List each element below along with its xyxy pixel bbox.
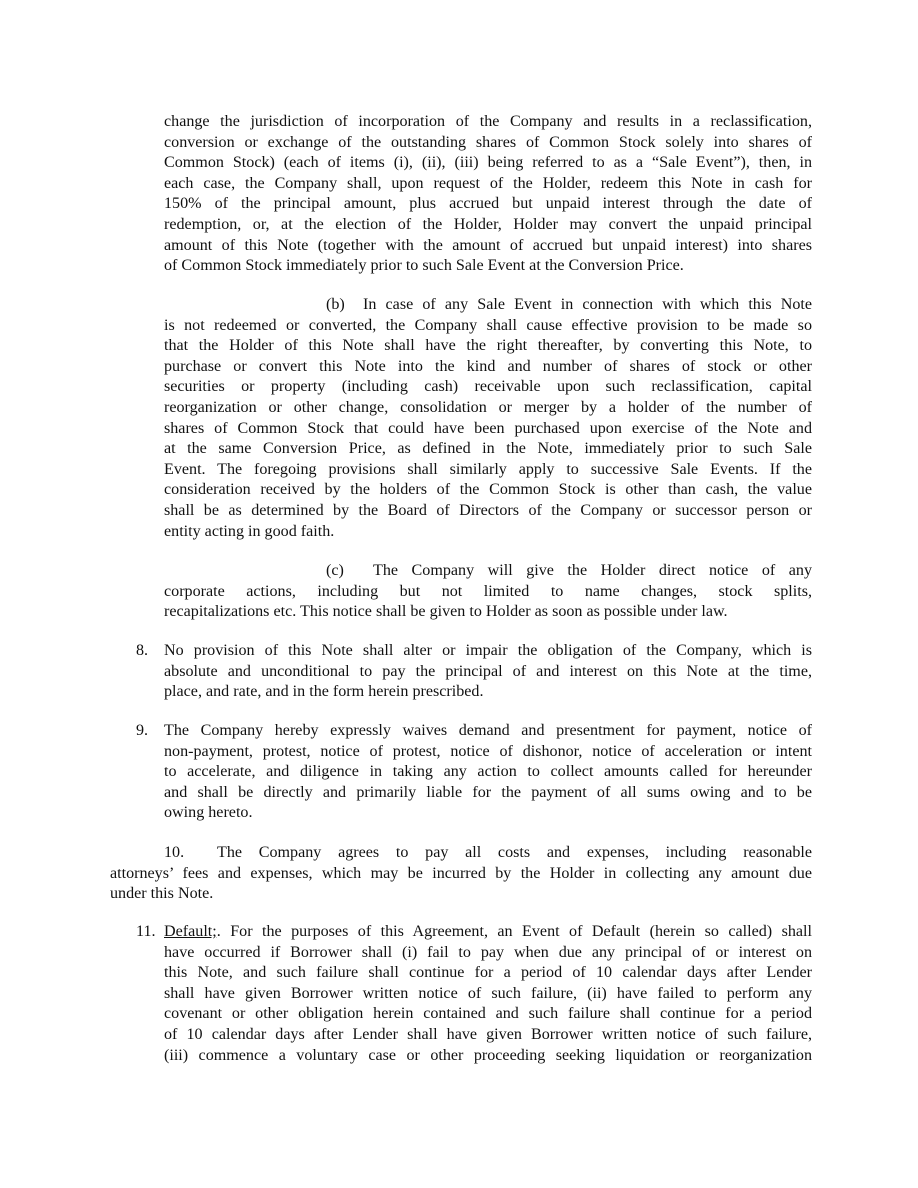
text-line: entity acting in good faith.: [164, 522, 335, 540]
item-9-paragraph: [164, 721, 812, 824]
item-11-first-line: [164, 922, 812, 943]
text-line: amount of this Note (together with the amount of accrued but unpaid interest) into shares: [164, 236, 812, 254]
text-line: The Company hereby expressly waives demand and presentment for payment, notice of: [164, 722, 812, 739]
item-number-10: 10.: [164, 844, 185, 861]
text-line: covenant or other obligation herein contained and such failure shall continue for a period: [164, 1005, 812, 1023]
text-line: this Note, and such failure shall continue for a period of 10 calendar days after Lender: [164, 964, 812, 982]
text-line: change the jurisdiction of incorporation of the Company and results in a reclassification,: [164, 113, 812, 130]
text-line: No provision of this Note shall alter or impair the obligation of the Company, which is: [164, 642, 812, 659]
text-line: place, and rate, and in the form herein prescribed.: [164, 683, 484, 701]
text-line: at the same Conversion Price, as defined in the Note, immediately prior to such Sale: [164, 440, 812, 458]
item-10-paragraph: [110, 864, 812, 905]
continuation-paragraph: [164, 112, 812, 277]
text-line: absolute and unconditional to pay the principal of and interest on this Note at the time,: [164, 662, 812, 680]
text-line: of 10 calendar days after Lender shall have given Borrower written notice of such failure,: [164, 1025, 812, 1043]
item-11-paragraph: [164, 943, 812, 1067]
text-line: shall have given Borrower written notice of such failure, (ii) have failed to perform any: [164, 984, 812, 1002]
text-line: The Company agrees to pay all costs and expenses, including reasonable: [217, 844, 812, 861]
text-line: [164, 922, 812, 943]
item-number-8: 8.: [136, 642, 149, 659]
text-line: owing hereto.: [164, 804, 253, 822]
item-number-11: 11.: [136, 923, 156, 940]
subsection-c-first-line: [373, 561, 812, 582]
text-line: recapitalizations etc. This notice shall be given to Holder as soon as possible under law.: [164, 603, 728, 621]
text-line: reorganization or other change, consolidation or merger by a holder of the number of: [164, 398, 812, 416]
text-line: of Common Stock immediately prior to such Sale Event at the Conversion Price.: [164, 257, 684, 275]
item-number-9: 9.: [136, 722, 149, 739]
default-intro-text: . For the purposes of this Agreement, an Event of Default (herein so called) shall: [216, 923, 812, 940]
subsection-label-b: (b): [326, 296, 345, 313]
text-line: The Company will give the Holder direct notice of any: [373, 562, 812, 579]
text-line: and shall be directly and primarily liable for the payment of all sums owing and to be: [164, 783, 812, 801]
default-heading: Default;: [164, 923, 217, 940]
item-10-first-line: [217, 843, 812, 864]
text-line: to accelerate, and diligence in taking any action to collect amounts called for hereunder: [164, 763, 812, 781]
subsection-b-paragraph: [164, 316, 812, 543]
text-line: redemption, or, at the election of the Holder, Holder may convert the unpaid principal: [164, 215, 812, 233]
text-line: shall be as determined by the Board of Directors of the Company or successor person or: [164, 501, 812, 519]
text-line: attorneys’ fees and expenses, which may be incurred by the Holder in collecting any amount due: [110, 864, 812, 882]
text-line: shares of Common Stock that could have been purchased upon exercise of the Note and: [164, 419, 812, 437]
text-line: 150% of the principal amount, plus accrued but unpaid interest through the date of: [164, 195, 812, 213]
text-line: each case, the Company shall, upon request of the Holder, redeem this Note in cash for: [164, 174, 812, 192]
text-line: consideration received by the holders of the Common Stock is other than cash, the value: [164, 481, 812, 499]
subsection-b-first-line: [363, 295, 812, 316]
text-line: non-payment, protest, notice of protest, notice of dishonor, notice of acceleration or intent: [164, 742, 812, 760]
text-line: Event. The foregoing provisions shall similarly apply to successive Sale Events. If the: [164, 460, 812, 478]
text-line: conversion or exchange of the outstanding shares of Common Stock solely into shares of: [164, 133, 812, 151]
subsection-c-paragraph: [164, 582, 812, 623]
subsection-label-c: (c): [326, 562, 344, 579]
text-line: purchase or convert this Note into the kind and number of shares of stock or other: [164, 357, 812, 375]
text-line: have occurred if Borrower shall (i) fail to pay when due any principal of or interest on: [164, 943, 812, 961]
text-line: In case of any Sale Event in connection with which this Note: [363, 296, 812, 313]
text-line: corporate actions, including but not limited to name changes, stock splits,: [164, 582, 812, 600]
text-line: securities or property (including cash) receivable upon such reclassification, capital: [164, 378, 812, 396]
text-line: (iii) commence a voluntary case or other proceeding seeking liquidation or reorganization: [164, 1046, 812, 1064]
text-line: that the Holder of this Note shall have the right thereafter, by converting this Note, to: [164, 337, 812, 355]
item-8-paragraph: [164, 641, 812, 703]
text-line: Common Stock) (each of items (i), (ii), (iii) being referred to as a “Sale Event”), then, in: [164, 154, 812, 172]
text-line: under this Note.: [110, 885, 214, 903]
text-line: is not redeemed or converted, the Company shall cause effective provision to be made so: [164, 316, 812, 334]
